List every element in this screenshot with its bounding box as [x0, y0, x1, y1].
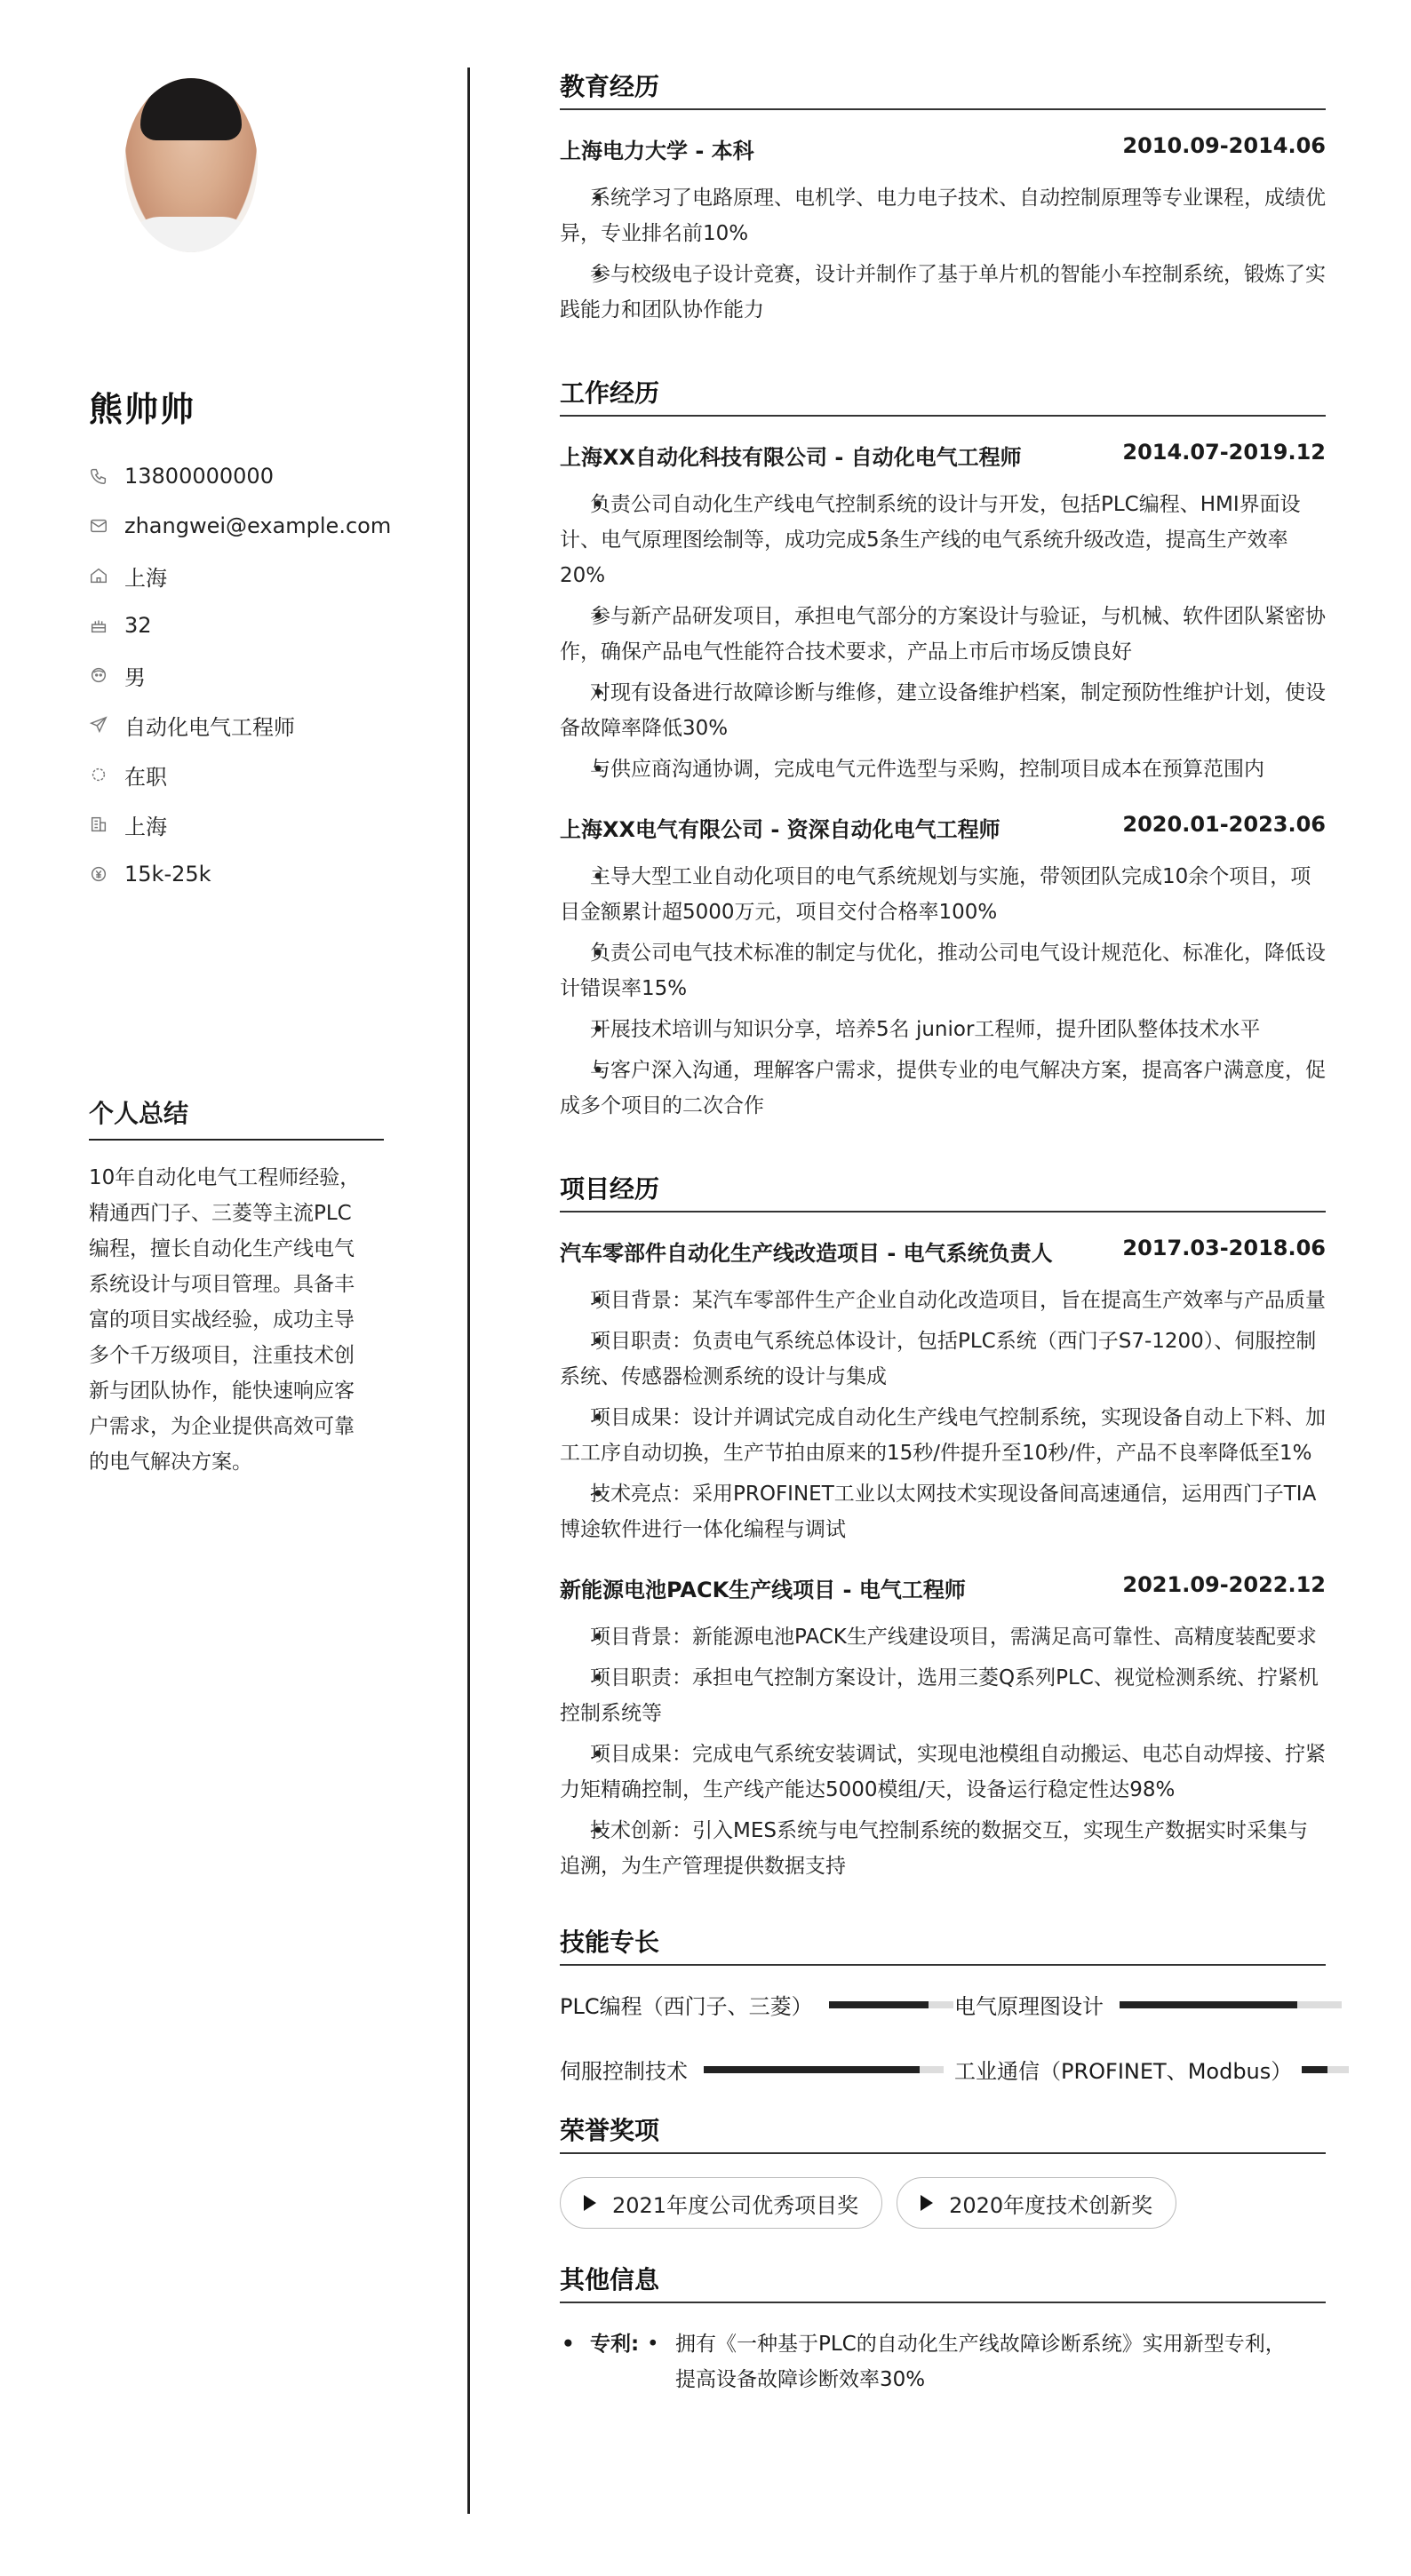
- skill-item: [954, 2054, 1349, 2085]
- list-item: • 项目背景：新能源电池PACK生产线建设项目，需满足高可靠性、高精度装配要求: [560, 1619, 1326, 1655]
- summary-line: 精通西门子、三菱等主流PLC: [89, 1202, 352, 1225]
- info-email-text: zhangwei@example.com: [124, 513, 392, 538]
- list-item: • 项目职责：负责电气系统总体设计，包括PLC系统（西门子S7-1200）、伺服控制系统、传感器检测系统的设计与集成: [560, 1324, 1326, 1395]
- info-position: [89, 700, 444, 750]
- send-icon: [89, 715, 108, 735]
- cake-icon: [89, 616, 108, 635]
- section-title-skills: 技能专长: [560, 1923, 1326, 1966]
- job-date: 2020.01-2023.06: [1122, 812, 1326, 837]
- project-date: 2017.03-2018.06: [1122, 1236, 1326, 1260]
- section-title-education: 教育经历: [560, 68, 1326, 110]
- info-status-text: 在职: [124, 764, 167, 790]
- list-item: • 项目职责：承担电气控制方案设计，选用三菱Q系列PLC、视觉检测系统、拧紧机控制系统等: [560, 1660, 1326, 1731]
- info-location-text: 上海: [124, 814, 167, 839]
- summary-line: 编程，擅长自动化生产线电气: [89, 1237, 355, 1260]
- award-label: 2020年度技术创新奖: [949, 2192, 1153, 2218]
- section-title-awards: 荣誉奖项: [560, 2111, 1326, 2154]
- other-info-row: [560, 2326, 1326, 2397]
- info-age: [89, 600, 444, 650]
- education-entry-header: [560, 133, 1326, 164]
- section-title-work: 工作经历: [560, 374, 1326, 417]
- section-title-other: 其他信息: [560, 2261, 1326, 2303]
- info-phone: [89, 451, 444, 501]
- skill-bar: [704, 2066, 944, 2073]
- section-title-projects: 项目经历: [560, 1170, 1326, 1212]
- skill-bar-fill: [704, 2066, 920, 2073]
- skill-name: 工业通信（PROFINET、Modbus）: [954, 2059, 1293, 2084]
- avatar-hair: [140, 78, 242, 140]
- other-info-label: • 专利:: [560, 2326, 645, 2397]
- sidebar: [0, 0, 469, 2576]
- other-info-line: 提高设备故障诊断效率30%: [675, 2368, 926, 2391]
- list-item: • 系统学习了电路原理、电机学、电力电子技术、自动控制原理等专业课程，成绩优异，专业排名前10%: [560, 180, 1326, 251]
- job-title: 上海XX自动化科技有限公司 - 自动化电气工程师: [560, 445, 1022, 470]
- info-location: [89, 799, 444, 849]
- education-date: 2010.09-2014.06: [1122, 133, 1326, 158]
- info-gender-text: 男: [124, 664, 146, 690]
- list-item: • 与供应商沟通协调，完成电气元件选型与采购，控制项目成本在预算范围内: [560, 751, 1326, 787]
- list-item: • 技术创新：引入MES系统与电气控制系统的数据交互，实现生产数据实时采集与追溯，为生产管理提供数据支持: [560, 1813, 1326, 1884]
- project-title: 新能源电池PACK生产线项目 - 电气工程师: [560, 1578, 966, 1602]
- summary-line: 新与团队协作，能快速响应客: [89, 1379, 355, 1403]
- list-item: • 项目成果：完成电气系统安装调试，实现电池模组自动搬运、电芯自动焊接、拧紧力矩精确控制，生产线产能达5000模组/天，设备运行稳定性达98%: [560, 1737, 1326, 1808]
- skill-name: 伺服控制技术: [560, 2059, 688, 2084]
- list-item: • 技术亮点：采用PROFINET工业以太网技术实现设备间高速通信，运用西门子TIA博途软件进行一体化编程与调试: [560, 1476, 1326, 1547]
- award-badge: [560, 2177, 882, 2229]
- info-gender: [89, 650, 444, 700]
- info-city-text: 上海: [124, 565, 167, 591]
- person-icon: [89, 665, 108, 685]
- job-header: [560, 812, 1326, 843]
- job-bullets: [560, 487, 1326, 787]
- skill-item: [954, 1989, 1349, 2020]
- list-item: • 项目背景：某汽车零部件生产企业自动化改造项目，旨在提高生产效率与产品质量: [560, 1283, 1326, 1318]
- play-icon: [921, 2195, 933, 2211]
- money-icon: [89, 864, 108, 884]
- project-date: 2021.09-2022.12: [1122, 1572, 1326, 1597]
- other-info-line: • 拥有《一种基于PLC的自动化生产线故障诊断系统》实用新型专利，: [675, 2333, 1286, 2356]
- status-icon: [89, 765, 108, 784]
- info-salary-text: 15k-25k: [124, 862, 211, 886]
- skill-name: PLC编程（西门子、三菱）: [560, 1994, 813, 2019]
- summary-line: 多个千万级项目，注重技术创: [89, 1344, 355, 1367]
- project-header: [560, 1236, 1326, 1267]
- mail-icon: [89, 516, 108, 536]
- summary-text: [89, 1160, 384, 1480]
- skill-bar-fill: [1302, 2066, 1327, 2073]
- summary-title: 个人总结: [89, 1094, 384, 1141]
- summary-line: 富的项目实战经验，成功主导: [89, 1308, 355, 1332]
- info-salary: [89, 849, 444, 899]
- awards-list: [560, 2177, 1326, 2229]
- contact-info-list: [89, 451, 444, 899]
- skill-bar-fill: [1120, 2001, 1297, 2008]
- avatar: [124, 78, 258, 252]
- info-email: [89, 501, 444, 551]
- award-label: 2021年度公司优秀项目奖: [612, 2192, 859, 2218]
- list-item: • 负责公司自动化生产线电气控制系统的设计与开发，包括PLC编程、HMI界面设计、电气原理图绘制等，成功完成5条生产线的电气系统升级改造，提高生产效率20%: [560, 487, 1326, 593]
- list-item: • 对现有设备进行故障诊断与维修，建立设备维护档案，制定预防性维护计划，使设备故障率降低30%: [560, 675, 1326, 746]
- summary-line: 10年自动化电气工程师经验，: [89, 1166, 361, 1189]
- project-header: [560, 1572, 1326, 1603]
- summary-line: 的电气解决方案。: [89, 1451, 252, 1474]
- skill-bar: [1120, 2001, 1342, 2008]
- avatar-shirt: [124, 217, 258, 252]
- column-divider: [467, 68, 470, 2514]
- list-item: • 参与校级电子设计竞赛，设计并制作了基于单片机的智能小车控制系统，锻炼了实践能力和团队协作能力: [560, 257, 1326, 328]
- summary-line: 户需求，为企业提供高效可靠: [89, 1415, 355, 1438]
- list-item: • 与客户深入沟通，理解客户需求，提供专业的电气解决方案，提高客户满意度，促成多个项目的二次合作: [560, 1053, 1326, 1124]
- list-item: • 项目成果：设计并调试完成自动化生产线电气控制系统，实现设备自动上下料、加工工序自动切换，生产节拍由原来的15秒/件提升至10秒/件，产品不良率降低至1%: [560, 1400, 1326, 1471]
- skill-item: [560, 1989, 954, 2020]
- skill-name: 电气原理图设计: [954, 1994, 1104, 2019]
- phone-icon: [89, 466, 108, 486]
- info-status: [89, 750, 444, 799]
- play-icon: [584, 2195, 596, 2211]
- skill-bar: [829, 2001, 953, 2008]
- profile-name: 熊帅帅: [89, 390, 196, 429]
- info-position-text: 自动化电气工程师: [124, 714, 295, 740]
- education-bullets: [560, 180, 1326, 328]
- project-title: 汽车零部件自动化生产线改造项目 - 电气系统负责人: [560, 1241, 1053, 1266]
- skill-bar-fill: [829, 2001, 929, 2008]
- job-date: 2014.07-2019.12: [1122, 440, 1326, 465]
- info-city: [89, 551, 444, 600]
- list-item: • 开展技术培训与知识分享，培养5名 junior工程师，提升团队整体技术水平: [560, 1012, 1326, 1047]
- info-age-text: 32: [124, 613, 152, 638]
- job-header: [560, 440, 1326, 471]
- main-content: [560, 68, 1326, 2397]
- list-item: • 参与新产品研发项目，承担电气部分的方案设计与验证，与机械、软件团队紧密协作，确保产品电气性能符合技术要求，产品上市后市场反馈良好: [560, 599, 1326, 670]
- info-phone-text: 13800000000: [124, 464, 274, 489]
- project-bullets: [560, 1283, 1326, 1547]
- skill-bar: [1302, 2066, 1349, 2073]
- summary-line: 系统设计与项目管理。具备丰: [89, 1273, 355, 1296]
- list-item: • 负责公司电气技术标准的制定与优化，推动公司电气设计规范化、标准化，降低设计错误率15%: [560, 935, 1326, 1006]
- award-badge: [897, 2177, 1176, 2229]
- skill-item: [560, 2054, 954, 2085]
- project-bullets: [560, 1619, 1326, 1884]
- list-item: • 主导大型工业自动化项目的电气系统规划与实施，带领团队完成10余个项目，项目金额累计超5000万元，项目交付合格率100%: [560, 859, 1326, 930]
- job-title: 上海XX电气有限公司 - 资深自动化电气工程师: [560, 817, 1000, 842]
- building-icon: [89, 815, 108, 834]
- education-school: 上海电力大学 - 本科: [560, 139, 754, 163]
- skills-grid: [560, 1989, 1326, 2085]
- job-bullets: [560, 859, 1326, 1124]
- other-info-text: [645, 2326, 1286, 2397]
- home-icon: [89, 566, 108, 585]
